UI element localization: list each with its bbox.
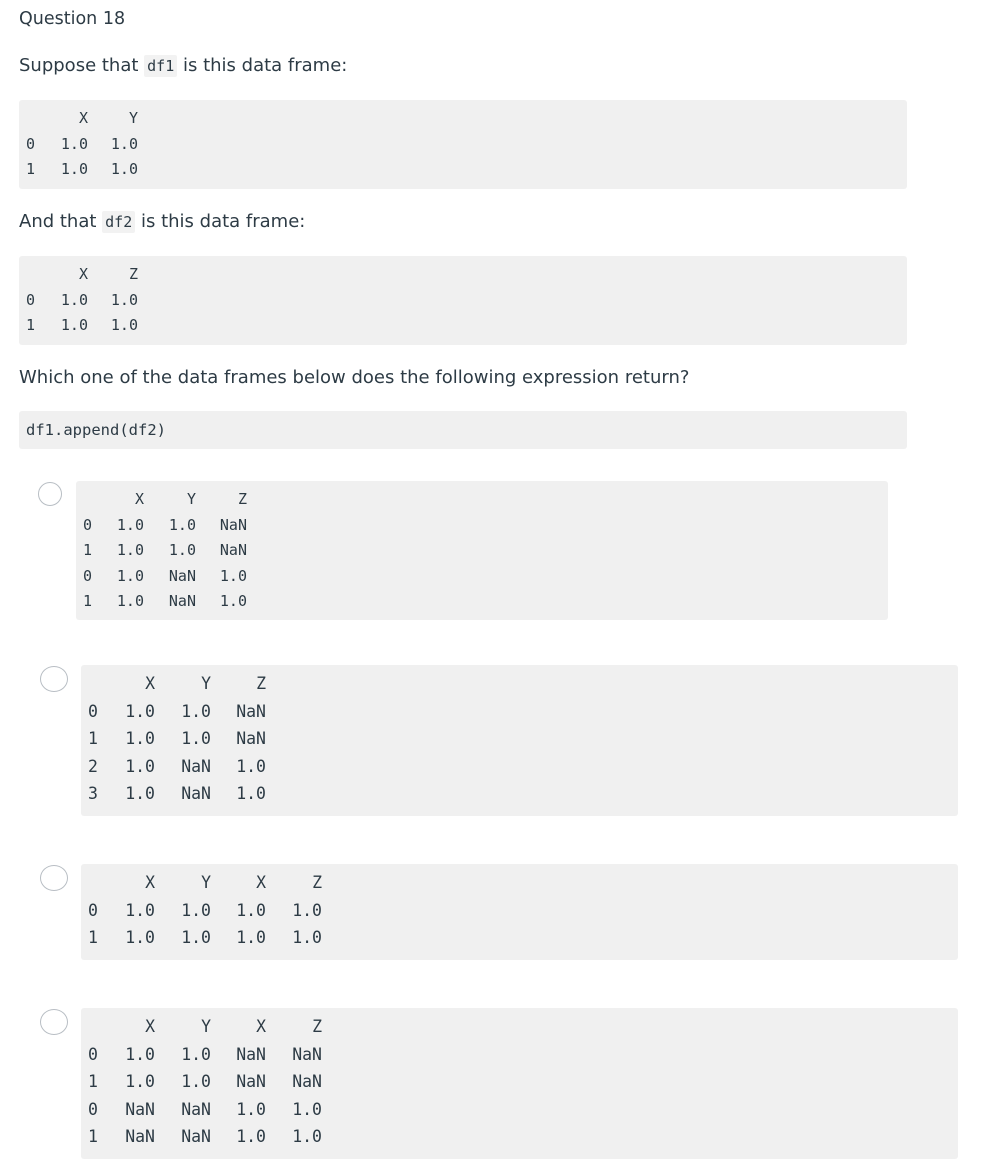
df-value-cell: 1.0 [125,701,155,721]
df-value-cell: 1.0 [181,729,211,748]
df-value-cell: 1.0 [292,900,322,920]
expression-block [19,411,907,449]
df-value-cell: 1.0 [125,784,155,803]
answer-2-radio[interactable] [40,666,68,692]
df-value-cell: 1.0 [181,1072,211,1091]
df-column-header: X [78,265,88,283]
df-value-cell: NaN [168,592,196,610]
df-column-header: X [256,873,266,892]
df-column-header: Z [312,873,322,892]
question-title: Question 18 [19,9,126,29]
answer-2-block[interactable] [81,665,958,816]
df-index-cell: 1 [83,592,93,610]
df-value-cell: 1.0 [116,515,144,534]
df-value-cell: 1.0 [125,756,155,776]
df-index-cell: 0 [26,290,36,309]
df-value-cell: NaN [181,1099,211,1119]
and-suffix: is this data frame: [135,211,306,232]
df-value-cell: 1.0 [236,784,266,803]
df-value-cell: 1.0 [125,729,155,748]
df-value-cell: NaN [168,566,196,585]
df-column-header: Z [237,490,247,508]
df-index-cell: 1 [88,729,98,748]
df-value-cell: NaN [236,729,266,748]
df-index-cell: 2 [88,756,98,776]
df-column-header: X [256,1017,266,1036]
df-value-cell: 1.0 [292,928,322,947]
df-value-cell: 1.0 [181,1044,211,1064]
df-value-cell: NaN [181,756,211,776]
df-value-cell: 1.0 [125,1044,155,1064]
df-value-cell: 1.0 [181,928,211,947]
df-column-header: X [145,674,155,693]
df-value-cell: 1.0 [110,290,138,309]
df-value-cell: NaN [236,701,266,721]
df-column-header: X [78,109,88,127]
df-index-cell: 0 [83,515,93,534]
df-value-cell: 1.0 [292,1099,322,1119]
df-value-cell: 1.0 [116,541,144,559]
intro-suffix: is this data frame: [177,55,348,76]
df-column-header: Z [312,1017,322,1036]
df-index-cell: 3 [88,784,98,803]
df-value-cell: 1.0 [125,1072,155,1091]
and-text [19,211,305,232]
answer-1-block[interactable] [76,481,888,620]
df2-code: df2 [102,211,135,233]
df-index-cell: 1 [88,928,98,947]
question-prompt: Which one of the data frames below does the following expression return? [19,367,690,388]
df-value-cell: 1.0 [60,160,88,178]
df-index-cell: 1 [88,1127,98,1146]
df-value-cell: 1.0 [60,316,88,334]
df-index-cell: 0 [88,1044,98,1064]
df-value-cell: NaN [181,784,211,803]
df-value-cell: 1.0 [110,134,138,153]
df-value-cell: 1.0 [110,316,138,334]
df-value-cell: NaN [219,515,247,534]
df-value-cell: 1.0 [236,1127,266,1146]
df-index-cell: 0 [88,900,98,920]
intro-prefix: Suppose that [19,55,145,76]
df-value-cell: 1.0 [168,541,196,559]
df-value-cell: 1.0 [236,1099,266,1119]
df-index-cell: 1 [26,316,36,334]
answer-3-radio[interactable] [40,865,68,891]
df-value-cell: 1.0 [219,566,247,585]
df-value-cell: 1.0 [60,134,88,153]
df1-code: df1 [144,55,177,77]
df-index-cell: 1 [83,541,93,559]
df-value-cell: NaN [125,1127,155,1146]
df-value-cell: 1.0 [181,900,211,920]
df-column-header: Z [256,674,266,693]
df-column-header: Y [201,873,211,892]
df-value-cell: NaN [236,1072,266,1091]
df-value-cell: NaN [181,1127,211,1146]
df-column-header: Y [186,490,196,508]
df-value-cell: 1.0 [125,900,155,920]
df-value-cell: 1.0 [60,290,88,309]
df-value-cell: 1.0 [125,928,155,947]
df-column-header: Y [128,109,138,127]
df-value-cell: NaN [292,1044,322,1064]
df-column-header: X [145,1017,155,1036]
intro-text [19,55,347,76]
expression-code: df1.append(df2) [26,421,166,439]
df-value-cell: 1.0 [116,592,144,610]
df-column-header: X [145,873,155,892]
df-value-cell: 1.0 [168,515,196,534]
df-value-cell: 1.0 [181,701,211,721]
df-index-cell: 0 [88,1099,98,1119]
df-value-cell: NaN [219,541,247,559]
answer-3-block[interactable] [81,864,958,960]
df-index-cell: 1 [88,1072,98,1091]
answer-4-block[interactable] [81,1008,958,1159]
and-prefix: And that [19,211,103,232]
answer-1-radio[interactable] [38,482,62,506]
df-value-cell: 1.0 [236,900,266,920]
df-index-cell: 0 [83,566,93,585]
df-value-cell: 1.0 [219,592,247,610]
df2-block [19,256,907,345]
df-value-cell: NaN [292,1072,322,1091]
df-value-cell: NaN [125,1099,155,1119]
df-column-header: Y [201,674,211,693]
df-column-header: Y [201,1017,211,1036]
df-index-cell: 0 [26,134,36,153]
df-value-cell: 1.0 [292,1127,322,1146]
df-value-cell: 1.0 [110,160,138,178]
df1-block [19,100,907,189]
df-value-cell: NaN [236,1044,266,1064]
df-column-header: Z [128,265,138,283]
df-column-header: X [134,490,144,508]
df-value-cell: 1.0 [116,566,144,585]
df-index-cell: 0 [88,701,98,721]
answer-4-radio[interactable] [40,1009,68,1035]
df-value-cell: 1.0 [236,756,266,776]
df-value-cell: 1.0 [236,928,266,947]
df-index-cell: 1 [26,160,36,178]
